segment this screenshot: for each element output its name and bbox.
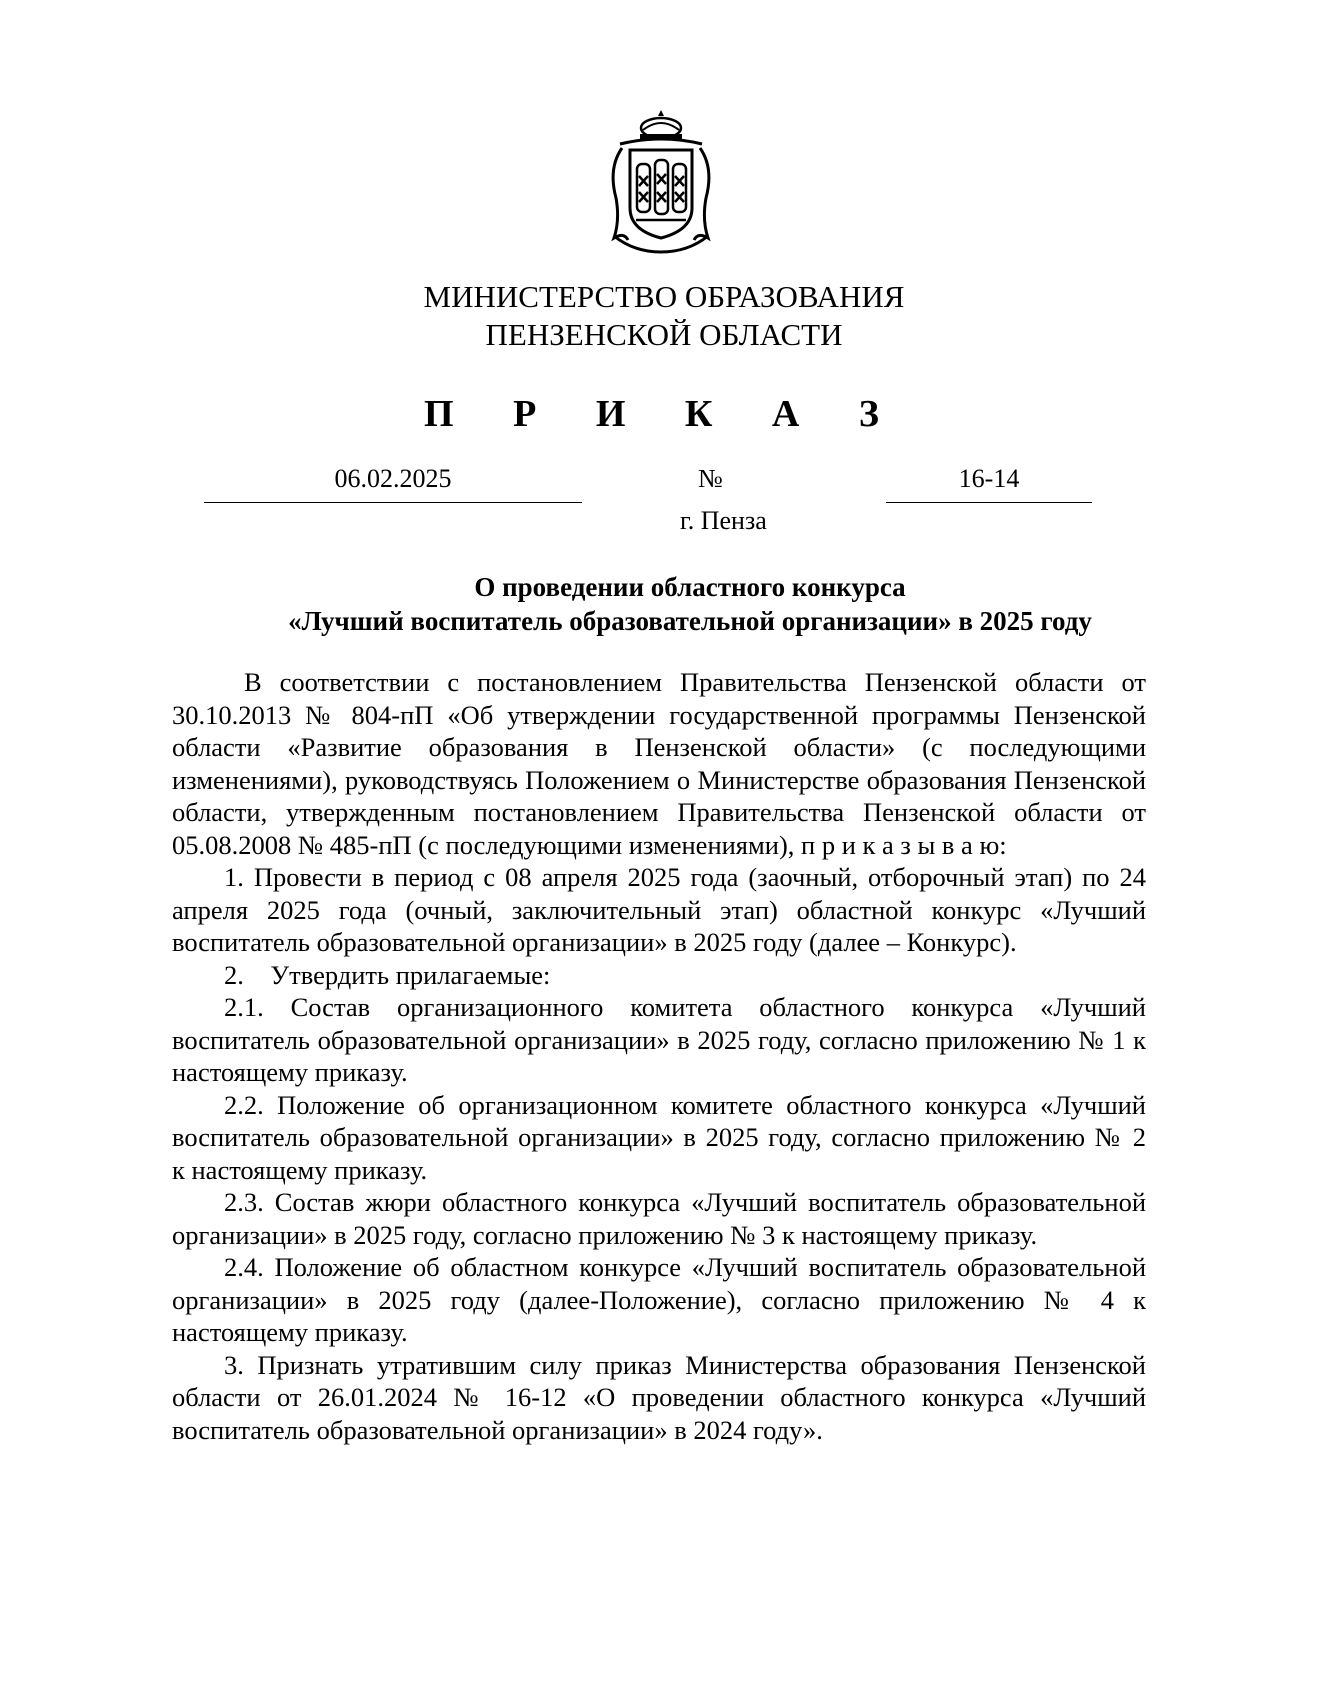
order-date: 06.02.2025 [334,464,452,493]
item-2-3-paragraph: 2.3. Состав жюри областного конкурса «Лучший воспитатель образовательной организации» в 2025 году, согласно приложению № 3 к настоящему приказу. [172,1187,1146,1250]
item-2-paragraph: 2. Утвердить прилагаемые: [224,959,551,990]
coat-of-arms-icon [602,108,720,258]
ministry-name [0,278,1328,354]
item-2-1-paragraph: 2.1. Состав организационного комитета областного конкурса «Лучший воспитатель образовательной организации» в 2025 году, согласно приложению № 1 к настоящему приказу. [172,992,1146,1087]
number-sign: № [698,464,723,493]
subject-line-2: «Лучший воспитатель образовательной организации» в 2025 году [288,606,1092,636]
order-body [172,666,1219,1446]
preamble-paragraph: В соответствии с постановлением Правительства Пензенской области от 30.10.2013 № 804-пП «Об утверждении государственной программы Пензенской области «Развитие образования в Пензенской области» (с последующими изменениями), руководствуясь Положением о Министерстве образования Пензенской области, утвержденным постановлением Правительства Пензенской области от 05.08.2008 № 485-пП (с последующими изменениями), п р и к а з ы в а ю: [172,667,1146,860]
item-3-paragraph: 3. Признать утратившим силу приказ Министерства образования Пензенской области от 26.01.2024 № 16-12 «О проведении областного конкурса «Лучший воспитатель образовательной организации» в 2024 году». [172,1349,1146,1445]
item-2-2-paragraph: 2.2. Положение об организационном комитете областного конкурса «Лучший воспитатель образовательной организации» в 2025 году, согласно приложению № 2 к настоящему приказу. [172,1089,1219,1185]
subject-line-1: О проведении областного конкурса [474,572,906,602]
ministry-line-2: ПЕНЗЕНСКОЙ ОБЛАСТИ [485,317,843,352]
item-1-paragraph: 1. Провести в период с 08 апреля 2025 года (заочный, отборочный этап) по 24 апреля 2025 года (очный, заключительный этап) областной конкурс «Лучший воспитатель образовательной организации» в 2025 году (далее – Конкурс). [172,862,1146,957]
order-number: 16-14 [958,464,1020,493]
city: г. Пенза [680,506,767,535]
date-underline [204,502,582,503]
ministry-line-1: МИНИСТЕРСТВО ОБРАЗОВАНИЯ [423,279,905,314]
order-subject [250,570,1130,638]
number-underline [886,502,1092,503]
item-2-4-paragraph: 2.4. Положение об областном конкурсе «Лучший воспитатель образовательной организации» в 2025 году (далее-Положение), согласно приложению № 4 к настоящему приказу. [172,1252,1146,1347]
document-type: П Р И К А З [424,393,904,435]
